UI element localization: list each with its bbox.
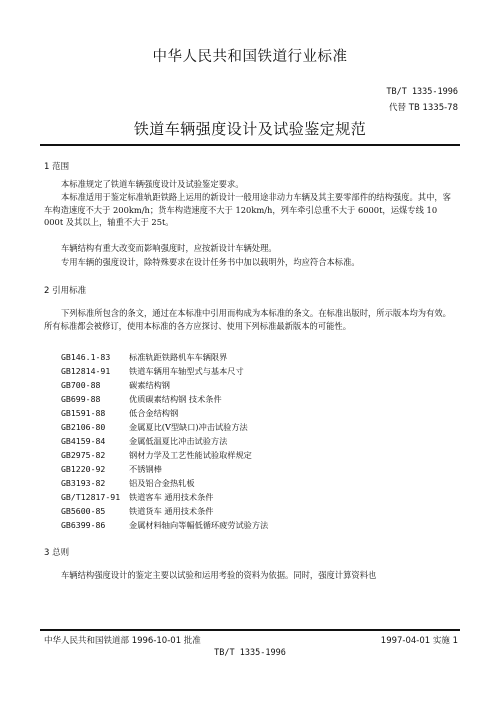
section-2-title: 2 引用标准 bbox=[44, 286, 87, 296]
reference-item bbox=[61, 506, 213, 517]
section-1-para-2: 本标准适用于鉴定标准轨距铁路上运用的新设计一般用途非动力车辆及其主要零部件的结构强度。其中，客车构造速度不大于 200km/h；货车构造速度不大于 120km/h，列车牵引总重不大于 6000t，运煤专线 10 000t 及其以上，轴重不大于 25t。 bbox=[44, 192, 451, 227]
reference-title: 低合金结构钢 bbox=[129, 408, 179, 418]
reference-title: 铁道货车 通用技术条件 bbox=[129, 506, 214, 516]
reference-item bbox=[61, 394, 222, 405]
reference-item bbox=[61, 422, 248, 433]
reference-item bbox=[61, 366, 244, 377]
reference-code: GB2106-80 bbox=[61, 422, 106, 432]
reference-code: GB1220-92 bbox=[61, 464, 106, 474]
reference-code: GB699-88 bbox=[61, 394, 101, 404]
section-1-para-4: 专用车辆的强度设计，除特殊要求在设计任务书中加以载明外，均应符合本标准。 bbox=[61, 257, 360, 267]
reference-title: 金属夏比(V型缺口)冲击试验方法 bbox=[129, 422, 248, 432]
reference-item bbox=[61, 492, 213, 503]
standard-code: TB/T 1335-1996 bbox=[386, 87, 458, 97]
reference-code: GB/T12817-91 bbox=[61, 492, 121, 502]
reference-title: 铁道客车 通用技术条件 bbox=[129, 492, 214, 502]
reference-title: 钢材力学及工艺性能试验取样规定 bbox=[129, 450, 252, 460]
reference-title: 铁道车辆用车轴型式与基本尺寸 bbox=[129, 366, 244, 376]
reference-title: 金属材料轴向等幅低循环疲劳试验方法 bbox=[129, 520, 269, 530]
reference-code: GB1591-88 bbox=[61, 408, 106, 418]
section-1-para-3: 车辆结构有重大改变而影响强度时，应按新设计车辆处理。 bbox=[61, 243, 277, 253]
footer-standard-code: TB/T 1335-1996 bbox=[214, 648, 286, 658]
section-3-para: 车辆结构强度设计的鉴定主要以试验和运用考验的资料为依据。同时，强度计算资料也 bbox=[61, 570, 377, 580]
reference-title: 金属低温夏比冲击试验方法 bbox=[129, 436, 228, 446]
header-rule bbox=[40, 144, 460, 146]
reference-item bbox=[61, 380, 170, 391]
reference-code: GB4159-84 bbox=[61, 436, 106, 446]
effective-date: 1997-04-01 实施 1 bbox=[380, 636, 458, 646]
reference-code: GB2975-82 bbox=[61, 450, 106, 460]
section-1-title: 1 范围 bbox=[44, 162, 70, 172]
reference-code: GB3193-82 bbox=[61, 478, 106, 488]
footer-rule bbox=[40, 629, 460, 631]
reference-code: GB5600-85 bbox=[61, 506, 106, 516]
reference-item bbox=[61, 408, 178, 419]
reference-item bbox=[61, 478, 195, 489]
section-2-intro: 下列标准所包含的条文，通过在本标准中引用而构成为本标准的条文。在标准出版时，所示版本均为有效。所有标准都会被修订，使用本标准的各方应探讨、使用下列标准最新版本的可能性。 bbox=[44, 308, 451, 331]
replaces-note: 代替 TB 1335-78 bbox=[389, 103, 458, 113]
issued-date: 中华人民共和国铁道部 1996-10-01 批准 bbox=[44, 636, 201, 646]
reference-code: GB6399-86 bbox=[61, 520, 106, 530]
document-title: 铁道车辆强度设计及试验鉴定规范 bbox=[133, 120, 367, 138]
reference-title: 铝及铝合金热轧板 bbox=[129, 478, 195, 488]
reference-item bbox=[61, 352, 227, 363]
reference-item bbox=[61, 450, 252, 461]
reference-title: 优质碳素结构钢 技术条件 bbox=[129, 394, 222, 404]
reference-code: GB146.1-83 bbox=[61, 352, 111, 362]
reference-title: 碳素结构钢 bbox=[129, 380, 170, 390]
reference-code: GB700-88 bbox=[61, 380, 101, 390]
org-title: 中华人民共和国铁道行业标准 bbox=[152, 49, 348, 65]
reference-title: 不锈钢棒 bbox=[129, 464, 162, 474]
reference-code: GB12814-91 bbox=[61, 366, 111, 376]
reference-item bbox=[61, 464, 162, 475]
reference-item bbox=[61, 436, 227, 447]
reference-title: 标准轨距铁路机车车辆限界 bbox=[129, 352, 228, 362]
section-3-title: 3 总则 bbox=[44, 548, 70, 558]
reference-item bbox=[61, 520, 268, 531]
section-1-para-1: 本标准规定了铁道车辆强度设计及试验鉴定要求。 bbox=[61, 179, 244, 189]
